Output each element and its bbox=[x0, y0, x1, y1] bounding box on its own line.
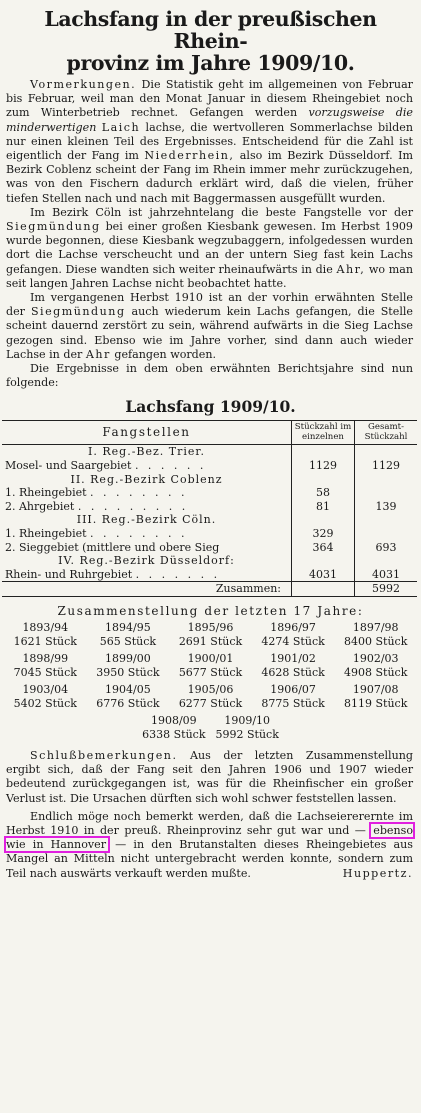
year-cell: 1906/07 8775 Stück bbox=[261, 683, 325, 710]
col-header-einzeln: Stückzahl im einzelnen bbox=[292, 421, 355, 445]
sum-row bbox=[2, 582, 417, 597]
section-label: Schlußbemerkungen. bbox=[30, 749, 178, 762]
district-heading: III. Reg.-Bezirk Cöln. bbox=[76, 513, 217, 527]
year-cell: 1894/95 565 Stück bbox=[99, 621, 157, 648]
year-cell: 1900/01 5677 Stück bbox=[178, 652, 243, 679]
year-cell: 1893/94 1621 Stück bbox=[13, 621, 77, 648]
table-row: 1. Rheingebiet . . . . . . . . 58 bbox=[2, 486, 417, 500]
table-header-row bbox=[2, 421, 417, 445]
summary-heading: Zusammenstellung der letzten 17 Jahre: bbox=[57, 604, 364, 618]
year-cell: 1909/10 5992 Stück bbox=[215, 714, 279, 741]
col-header-gesamt: Gesamt-Stückzahl bbox=[355, 421, 418, 445]
table-row: 2. Sieggebiet (mittlere und obere Sieg 364 693 bbox=[2, 541, 417, 555]
table-row: Mosel- und Saargebiet . . . . . . 1129 1129 bbox=[2, 459, 417, 473]
year-cell: 1898/99 7045 Stück bbox=[13, 652, 77, 679]
year-cell: 1895/96 2691 Stück bbox=[178, 621, 243, 648]
year-cell: 1902/03 4908 Stück bbox=[344, 652, 408, 679]
title-line-2: provinz im Jahre 1909/10. bbox=[66, 51, 355, 75]
author-signature: Huppertz. bbox=[342, 866, 413, 880]
year-cell: 1897/98 8400 Stück bbox=[344, 621, 408, 648]
col-header-fangstellen: Fangstellen bbox=[2, 421, 292, 445]
year-cell: 1908/09 6338 Stück bbox=[142, 714, 206, 741]
year-cell: 1904/05 6776 Stück bbox=[96, 683, 160, 710]
paragraph-endlich: Endlich möge noch bemerkt werden, daß die Lachseiererernte im Herbst 1910 in der preuß. Rheinprovinz sehr gut war und — ebenso wie in Hannover — in den Brutanstalten dieses Rheingebietes aus Mangel an Mitteln nicht untergebracht werden konnte, sondern zum Teil nach auswärts verkauft werden mußte. Huppertz. bbox=[6, 809, 413, 880]
table-row: 2. Ahrgebiet . . . . . . . . . 81 139 bbox=[2, 500, 417, 514]
paragraph-schlussbemerkungen: Schlußbemerkungen. Aus der letzten Zusammenstellung ergibt sich, daß der Fang seit den Jahren 1906 und 1907 wieder bedeutend zurückgegangen ist, was für die Rheinfischer ein großer Verlust ist. Die Ursachen dürften sich wohl schwer feststellen lassen. bbox=[6, 749, 413, 805]
highlighted-phrase: ebenso wie in Hannover bbox=[6, 824, 413, 852]
district-heading: II. Reg.-Bezirk Coblenz bbox=[70, 472, 223, 486]
table-row: Rhein- und Ruhrgebiet . . . . . . . 4031 4031 bbox=[2, 568, 417, 582]
title-line-1: Lachsfang in der preußischen Rhein- bbox=[44, 7, 377, 53]
table-row: 1. Rheingebiet . . . . . . . . 329 bbox=[2, 527, 417, 541]
years-last-row bbox=[0, 714, 421, 745]
paragraph-ergebnisse: Die Ergebnisse in dem oben erwähnten Berichtsjahre sind nun folgende: bbox=[6, 362, 413, 390]
years-grid bbox=[4, 621, 417, 714]
catch-table bbox=[2, 420, 417, 597]
year-cell: 1899/00 3950 Stück bbox=[96, 652, 160, 679]
district-heading: IV. Reg.-Bezirk Düsseldorf: bbox=[58, 554, 235, 568]
section-label: Vormerkungen. bbox=[30, 78, 137, 91]
catch-table-title: Lachsfang 1909/10. bbox=[125, 397, 296, 417]
paragraph-coeln: Im Bezirk Cöln ist jahrzehntelang die beste Fangstelle vor der Siegmündung bei einer großen Kiesbank gewesen. Im Herbst 1909 wurde begonnen, diese Kiesbank wegzubaggern, infolgedessen wurden dort die Lachse verscheucht und an der untern Sieg fast kein Lachs gefangen. Diese wandten sich weiter rheinaufwärts in die Ahr, wo man seit langen Jahren Lachse nicht beobachtet hatte. bbox=[6, 205, 413, 290]
paragraph-vormerkungen: Vormerkungen. Die Statistik geht im allgemeinen von Februar bis Februar, weil man den Monat Januar in diesem Rheingebiet noch zum Winterbetrieb rechnet. Gefangen werden vorzugsweise die minderwertigen Laich lachse, die wertvolleren Sommerlachse bilden nur einen kleinen Teil des Ergebnisses. Entscheidend für die Zahl ist eigentlich der Fang im Niederrhein, also im Bezirk Düsseldorf. Im Bezirk Coblenz scheint der Fang im Rhein immer mehr zurückzugehen, was von den Fischern dadurch erklärt wird, daß die vielen, früher tiefen Stellen nach und nach mit Baggermassen ausgefüllt wurden. bbox=[6, 78, 413, 205]
paragraph-herbst-1910: Im vergangenen Herbst 1910 ist an der vorhin erwähnten Stelle der Siegmündung auch wiederum kein Lachs gefangen, die Stelle scheint dauernd zerstört zu sein, während aufwärts in die Sieg Lachse gezogen sind. Ebenso wie im Jahre vorher, sind dann auch wieder Lachse in der Ahr gefangen worden. bbox=[6, 291, 413, 361]
article-title bbox=[6, 8, 415, 74]
year-cell: 1901/02 4628 Stück bbox=[261, 652, 325, 679]
year-cell: 1903/04 5402 Stück bbox=[13, 683, 77, 710]
year-cell: 1905/06 6277 Stück bbox=[178, 683, 243, 710]
year-cell: 1896/97 4274 Stück bbox=[261, 621, 325, 648]
year-cell: 1907/08 8119 Stück bbox=[344, 683, 408, 710]
district-heading: I. Reg.-Bez. Trier. bbox=[88, 445, 205, 459]
sum-total: 5992 bbox=[355, 582, 418, 597]
sum-label: Zusammen: bbox=[2, 582, 292, 597]
